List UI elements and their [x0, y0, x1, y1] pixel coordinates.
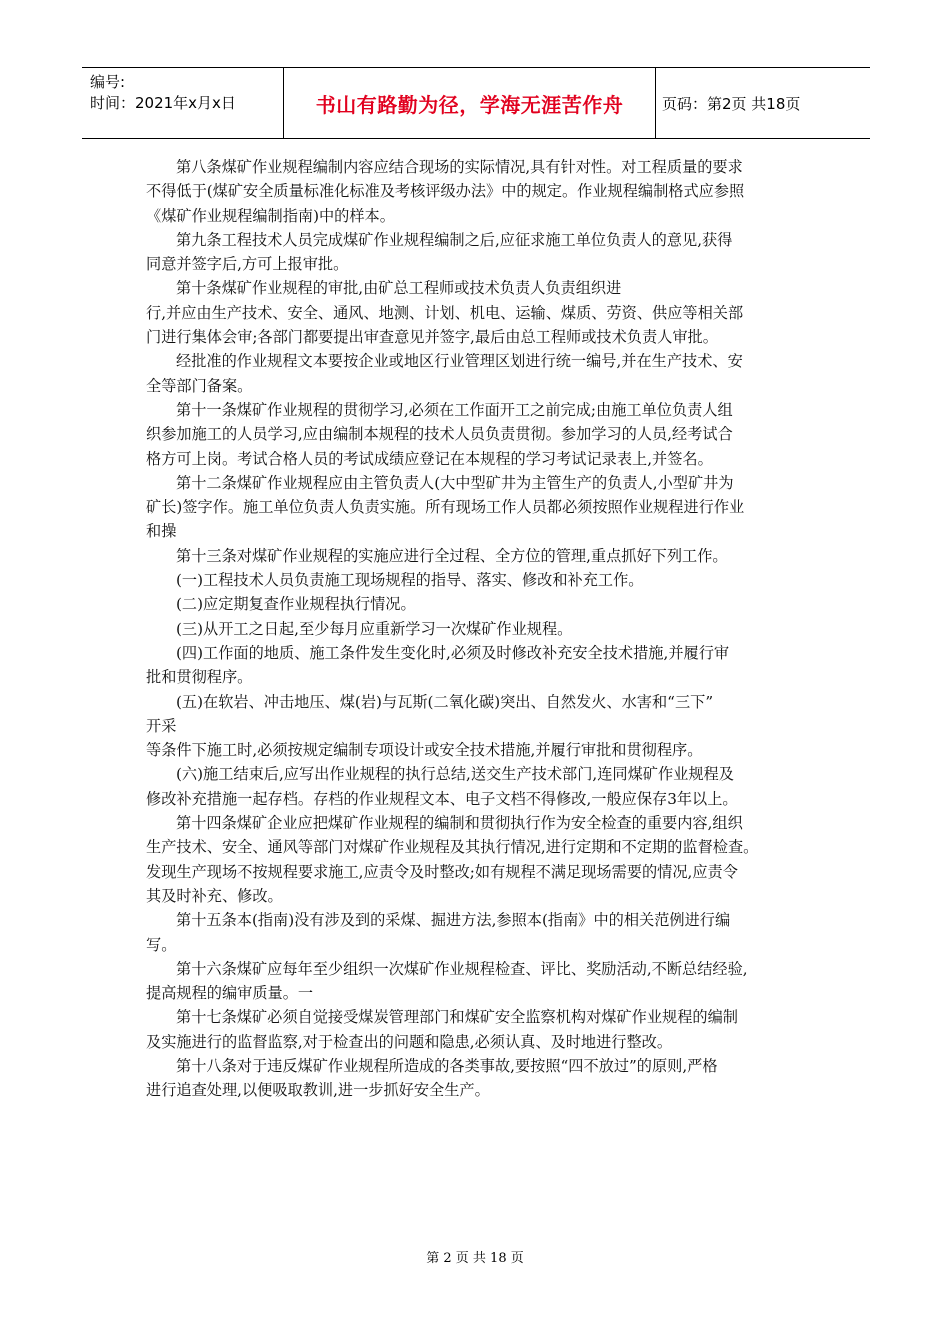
- date-label: 时间：2021年x月x日: [90, 94, 236, 112]
- doc-number-label: 编号:: [90, 73, 126, 91]
- text-line: (四)工作面的地质、施工条件发生变化时,必须及时修改补充安全技术措施,并履行审: [176, 643, 730, 662]
- text-line: 全等部门备案。: [146, 376, 253, 395]
- document-body: [146, 155, 806, 1103]
- text-line: (六)施工结束后,应写出作业规程的执行总结,送交生产技术部门,连同煤矿作业规程及: [176, 765, 734, 784]
- header-page-info: 页码：第2页 共18页: [662, 94, 801, 113]
- text-line: 第十六条煤矿应每年至少组织一次煤矿作业规程检查、评比、奖励活动,不断总结经验,: [176, 959, 748, 978]
- text-line: 《煤矿作业规程编制指南)中的样本。: [146, 206, 395, 225]
- text-line: 不得低于(煤矿安全质量标准化标准及考核评级办法》中的规定。作业规程编制格式应参照: [146, 182, 745, 201]
- text-line: 开采: [146, 716, 177, 735]
- text-line: 第十一条煤矿作业规程的贯彻学习,必须在工作面开工之前完成;由施工单位负责人组: [176, 400, 733, 419]
- text-line: 同意并签字后,方可上报审批。: [146, 255, 349, 274]
- header-left-cell: [82, 68, 284, 138]
- text-line: (二)应定期复查作业规程执行情况。: [176, 595, 416, 614]
- text-line: (一)工程技术人员负责施工现场规程的指导、落实、修改和补充工作。: [176, 571, 644, 590]
- text-line: (三)从开工之日起,至少每月应重新学习一次煤矿作业规程。: [176, 619, 573, 638]
- text-line: 第十条煤矿作业规程的审批,由矿总工程师或技术负责人负责组织进: [176, 279, 622, 298]
- text-line: 进行追查处理,以便吸取教训,进一步抓好安全生产。: [146, 1081, 490, 1100]
- text-line: 格方可上岗。考试合格人员的考试成绩应登记在本规程的学习考试记录表上,并签名。: [146, 449, 713, 468]
- text-line: 批和贯彻程序。: [146, 668, 253, 687]
- text-line: (五)在软岩、冲击地压、煤(岩)与瓦斯(二氧化碳)突出、自然发火、水害和“三下”: [176, 692, 714, 711]
- text-line: 写。: [146, 935, 177, 954]
- text-line: 及实施进行的监督监察,对于检查出的问题和隐患,必须认真、及时地进行整改。: [146, 1032, 673, 1051]
- text-line: 第十二条煤矿作业规程应由主管负责人(大中型矿井为主管生产的负责人,小型矿井为: [176, 473, 734, 492]
- text-line: 矿长)签字作。施工单位负责人负责实施。所有现场工作人员都必须按照作业规程进行作业: [146, 498, 745, 517]
- text-line: 第十八条对于违反煤矿作业规程所造成的各类事故,要按照“四不放过”的原则,严格: [176, 1056, 718, 1075]
- text-line: 提高规程的编审质量。一: [146, 984, 314, 1003]
- text-line: 经批准的作业规程文本要按企业或地区行业管理区划进行统一编号,并在生产技术、安: [176, 352, 743, 371]
- text-line: 修改补充措施一起存档。存档的作业规程文本、电子文档不得修改,一般应保存3年以上。: [146, 789, 738, 808]
- text-line: 和操: [146, 522, 177, 541]
- page-footer: 第 2 页 共 18 页: [426, 1251, 524, 1266]
- text-line: 生产技术、安全、通风等部门对煤矿作业规程及其执行情况,进行定期和不定期的监督检查。: [146, 838, 759, 857]
- text-line: 第八条煤矿作业规程编制内容应结合现场的实际情况,具有针对性。对工程质量的要求: [176, 158, 743, 176]
- header-motto: 书山有路勤为径，学海无涯苦作舟: [284, 68, 656, 138]
- text-line: 等条件下施工时,必须按规定编制专项设计或安全技术措施,并履行审批和贯彻程序。: [146, 741, 703, 760]
- text-line: 门进行集体会审;各部门都要提出审查意见并签字,最后由总工程师或技术负责人审批。: [146, 328, 718, 347]
- text-line: 织参加施工的人员学习,应由编制本规程的技术人员负责贯彻。参加学习的人员,经考试合: [146, 425, 733, 444]
- text-line: 第十四条煤矿企业应把煤矿作业规程的编制和贯彻执行作为安全检查的重要内容,组织: [176, 814, 743, 833]
- page-header: [82, 67, 870, 139]
- text-line: 发现生产现场不按规程要求施工,应责令及时整改;如有规程不满足现场需要的情况,应责令: [146, 862, 738, 881]
- text-line: 第九条工程技术人员完成煤矿作业规程编制之后,应征求施工单位负责人的意见,获得: [176, 230, 733, 249]
- text-line: 其及时补充、修改。: [146, 886, 283, 905]
- text-line: 行,并应由生产技术、安全、通风、地测、计划、机电、运输、煤质、劳资、供应等相关部: [146, 303, 744, 322]
- text-line: 第十七条煤矿必须自觉接受煤炭管理部门和煤矿安全监察机构对煤矿作业规程的编制: [176, 1008, 738, 1027]
- text-line: 第十三条对煤矿作业规程的实施应进行全过程、全方位的管理,重点抓好下列工作。: [176, 546, 728, 565]
- text-line: 第十五条本(指南)没有涉及到的采煤、掘进方法,参照本(指南》中的相关范例进行编: [176, 911, 731, 930]
